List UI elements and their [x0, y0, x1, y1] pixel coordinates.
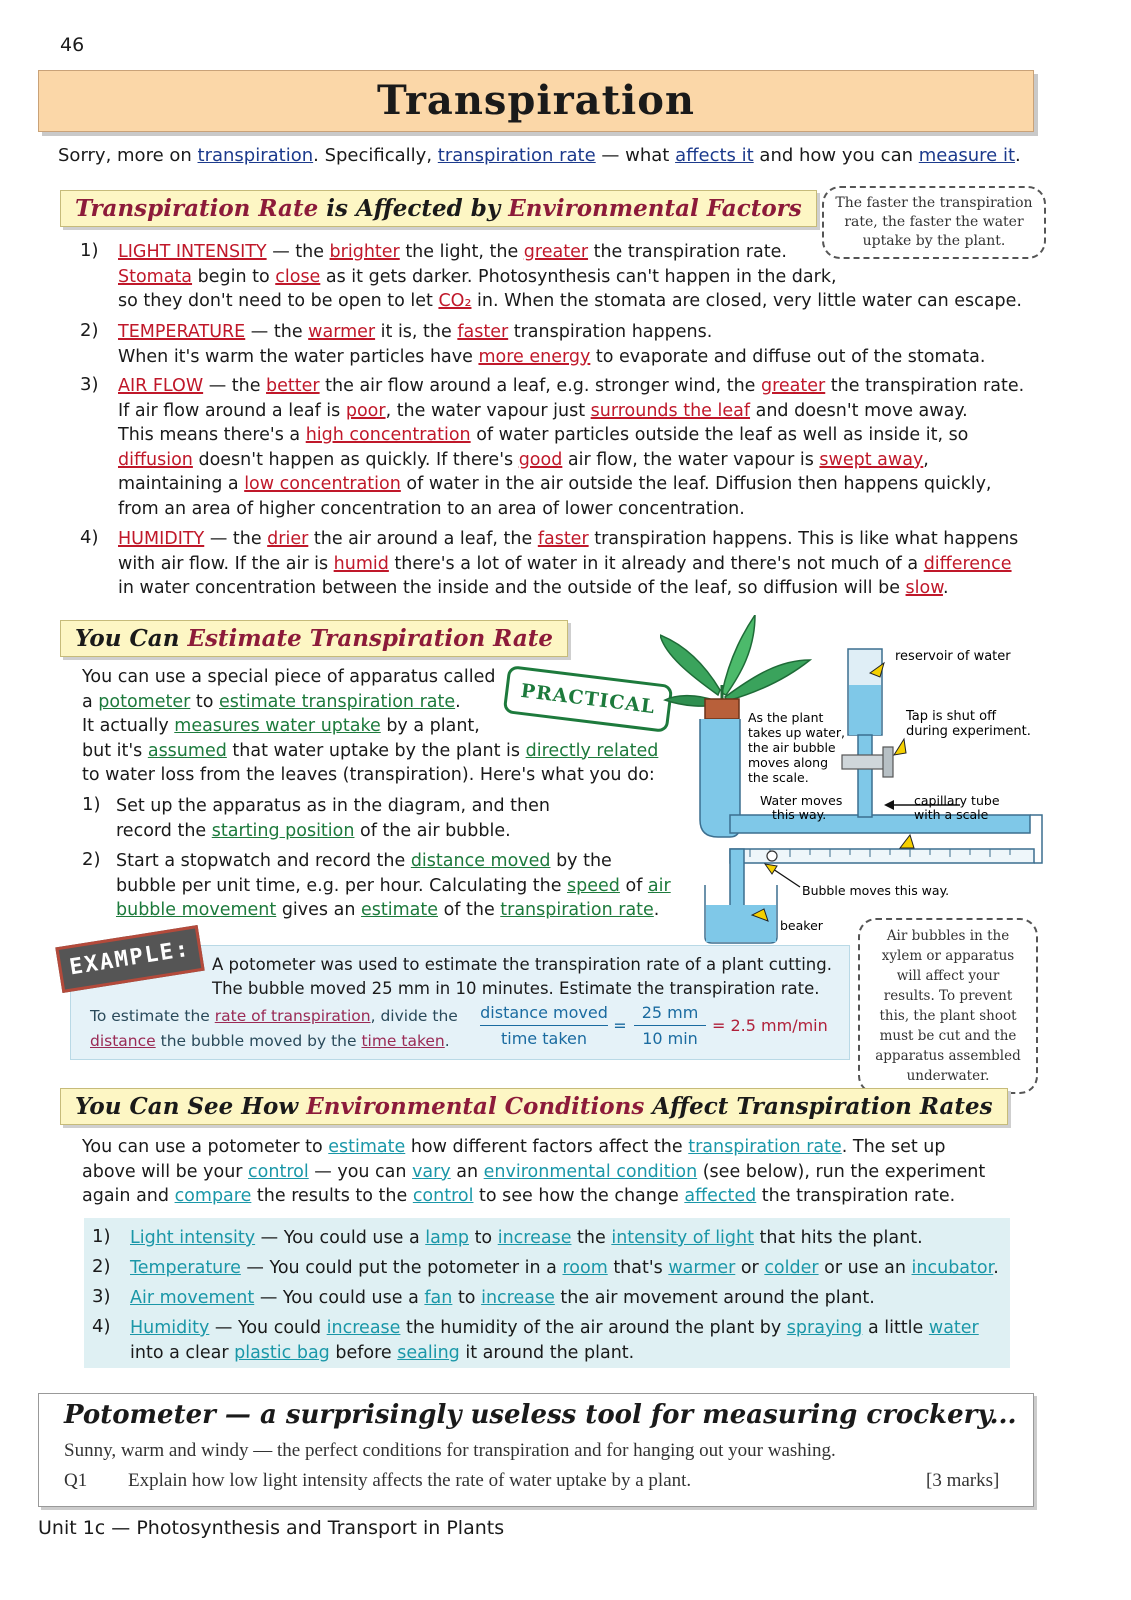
- page-number: 46: [60, 34, 85, 56]
- key-term: directly related: [525, 740, 659, 761]
- label-bubble: Bubble moves this way.: [802, 883, 950, 898]
- key-term: time taken: [361, 1032, 445, 1050]
- plant-leaves: [660, 615, 810, 706]
- label-tap-1: Tap is shut off: [906, 709, 997, 724]
- key-term: environmental condition: [483, 1161, 698, 1182]
- text-line: bubble per unit time, e.g. per hour. Calculating the speed of air: [116, 875, 671, 896]
- key-term: Temperature: [130, 1258, 241, 1278]
- text-line: diffusion doesn't happen as quickly. If there's good air flow, the water vapour is swept away,: [118, 449, 929, 470]
- label-plant-5: the scale.: [748, 770, 809, 785]
- rubber-bung: [705, 699, 739, 719]
- text-line: bubble movement gives an estimate of the transpiration rate.: [116, 900, 660, 920]
- key-term: control: [248, 1161, 309, 1182]
- text-line: Start a stopwatch and record the distance moved by the: [116, 851, 612, 871]
- text-line: maintaining a low concentration of water in the air outside the leaf. Diffusion then happens quickly,: [118, 474, 992, 494]
- key-term: intensity of light: [611, 1228, 754, 1248]
- key-term: estimate: [360, 900, 438, 920]
- key-term: air: [647, 875, 671, 896]
- key-term: Stomata: [118, 266, 193, 287]
- key-term: poor: [345, 400, 386, 421]
- text-line: Light intensity — You could use a lamp to increase the intensity of light that hits the plant.: [130, 1228, 923, 1248]
- text-line: above will be your control — you can vary an environmental condition (see below), run the experiment: [82, 1161, 986, 1182]
- summary-line: Sunny, warm and windy — the perfect conditions for transpiration and for hanging out your washing.: [64, 1440, 836, 1461]
- text-line: TEMPERATURE — the warmer it is, the faster transpiration happens.: [118, 322, 713, 342]
- key-term: estimate transpiration rate: [219, 691, 456, 712]
- summary-title: Potometer — a surprisingly useless tool for measuring crockery...: [64, 1400, 1017, 1430]
- example-question: A potometer was used to estimate the transpiration rate of a plant cutting. The bubble moved 25 mm in 10 minutes. Estimate the transpiration rate.: [212, 955, 832, 998]
- text-line: so they don't need to be open to let CO₂ in. When the stomata are closed, very little water can escape.: [118, 291, 1022, 311]
- key-term: control: [412, 1186, 474, 1206]
- text-line: This means there's a high concentration of water particles outside the leaf as well as inside it, so: [118, 425, 969, 445]
- text-line: to water loss from the leaves (transpiration). Here's what you do:: [82, 765, 655, 785]
- label-tap-2: during experiment.: [906, 724, 1031, 739]
- text-line: HUMIDITY — the drier the air around a leaf, the faster transpiration happens. This is like what happens: [118, 529, 1019, 549]
- key-term: surrounds the leaf: [590, 400, 751, 421]
- key-term: brighter: [329, 242, 400, 262]
- question-label: Q1: [64, 1470, 88, 1491]
- key-term: potometer: [98, 691, 191, 712]
- key-term: fan: [424, 1288, 453, 1308]
- key-term: more energy: [478, 346, 591, 367]
- key-term: diffusion: [118, 449, 193, 470]
- note-cloud-uptake: The faster the transpiration rate, the faster the water uptake by the plant.: [822, 186, 1046, 259]
- section-heading-environmental-factors: Transpiration Rate is Affected by Environmental Factors: [60, 190, 817, 227]
- key-term: difference: [923, 553, 1012, 574]
- text-line: a potometer to estimate transpiration rate.: [82, 691, 461, 712]
- text-line: If air flow around a leaf is poor, the water vapour just surrounds the leaf and doesn't move away.: [118, 400, 968, 421]
- text-line: When it's warm the water particles have more energy to evaporate and diffuse out of the stomata.: [118, 346, 986, 367]
- link-affects: affects it: [675, 145, 754, 166]
- key-term: good: [518, 449, 563, 470]
- label-capillary-2: with a scale: [914, 807, 989, 822]
- key-term: HUMIDITY: [118, 529, 205, 549]
- key-term: high concentration: [305, 425, 471, 445]
- key-term: faster: [537, 529, 589, 549]
- pointer-capillary-icon: [900, 835, 914, 848]
- key-term: warmer: [308, 322, 376, 342]
- intro-text: Sorry, more on transpiration. Specifically, transpiration rate — what affects it and how you can measure it.: [58, 145, 1021, 166]
- key-term: spraying: [786, 1318, 863, 1338]
- key-term: assumed: [147, 740, 227, 761]
- key-term: greater: [761, 376, 826, 396]
- text-line: AIR FLOW — the better the air flow around a leaf, e.g. stronger wind, the greater the transpiration rate.: [118, 376, 1025, 396]
- text-line: but it's assumed that water uptake by the plant is directly related: [82, 740, 659, 761]
- example-tag: EXAMPLE:: [55, 925, 204, 993]
- key-term: incubator: [911, 1258, 994, 1278]
- text-line: distance the bubble moved by the time taken.: [90, 1032, 450, 1050]
- question-marks: [3 marks]: [926, 1470, 1000, 1491]
- link-transpiration-rate: transpiration rate: [437, 145, 596, 166]
- text-line: again and compare the results to the control to see how the change affected the transpiration rate.: [82, 1186, 956, 1206]
- link-transpiration: transpiration: [197, 145, 314, 166]
- key-term: drier: [267, 529, 309, 549]
- label-capillary-1: capillary tube: [914, 793, 1000, 808]
- text-line: from an area of higher concentration to an area of lower concentration.: [118, 498, 745, 519]
- key-term: increase: [497, 1228, 572, 1248]
- key-term: starting position: [211, 820, 355, 841]
- item-number: 2): [82, 849, 101, 870]
- key-term: affected: [684, 1186, 757, 1206]
- label-reservoir: reservoir of water: [895, 649, 1011, 664]
- key-term: swept away: [819, 449, 924, 470]
- item-number: 4): [92, 1316, 111, 1337]
- arrow-left-icon: [884, 800, 894, 810]
- text-line: Temperature — You could put the potometer in a room that's warmer or colder or use an incubator.: [130, 1258, 999, 1278]
- key-term: warmer: [668, 1258, 736, 1278]
- item-number: 1): [80, 240, 99, 261]
- key-term: estimate: [328, 1137, 406, 1157]
- text-line: LIGHT INTENSITY — the brighter the light, the greater the transpiration rate.: [118, 242, 787, 262]
- label-plant-2: takes up water,: [748, 725, 845, 740]
- text-line: record the starting position of the air bubble.: [116, 820, 511, 841]
- key-term: Light intensity: [130, 1228, 256, 1248]
- text-line: Humidity — You could increase the humidity of the air around the plant by spraying a little water: [130, 1318, 979, 1338]
- key-term: greater: [523, 242, 589, 262]
- text-line: Air movement — You could use a fan to increase the air movement around the plant.: [130, 1288, 875, 1308]
- key-term: measures water uptake: [174, 716, 381, 736]
- key-term: colder: [764, 1258, 819, 1278]
- equals-sign: =: [613, 1016, 627, 1035]
- key-term: transpiration rate: [688, 1137, 842, 1157]
- page-title: Transpiration: [376, 77, 696, 124]
- key-term: CO₂: [438, 291, 472, 311]
- text-line: into a clear plastic bag before sealing it around the plant.: [130, 1342, 635, 1363]
- text-line: with air flow. If the air is humid there's a lot of water in it already and there's not much of a difference: [118, 553, 1012, 574]
- key-term: transpiration rate: [500, 900, 654, 920]
- note-cloud-air-bubbles: Air bubbles in the xylem or apparatus will affect your results. To prevent this, the plant shoot must be cut and the apparatus assembled underwater.: [858, 918, 1038, 1094]
- text-line: You can use a special piece of apparatus called: [82, 667, 496, 687]
- example-result: = 2.5 mm/min: [712, 1016, 828, 1035]
- text-line: Stomata begin to close as it gets darker. Photosynthesis can't happen in the dark,: [118, 266, 837, 287]
- air-bubble: [767, 851, 777, 861]
- item-number: 2): [80, 320, 99, 341]
- item-number: 3): [92, 1286, 111, 1307]
- pointer-tap-icon: [894, 739, 906, 755]
- label-plant-4: moves along: [748, 755, 829, 770]
- item-number: 3): [80, 374, 99, 395]
- key-term: Humidity: [130, 1318, 210, 1338]
- label-plant-3: the air bubble: [748, 740, 836, 755]
- label-water-moves-1: Water moves: [760, 793, 843, 808]
- practical-stamp: PRACTICAL: [503, 665, 674, 733]
- key-term: plastic bag: [234, 1342, 330, 1363]
- unit-footer: Unit 1c — Photosynthesis and Transport in Plants: [38, 1517, 505, 1539]
- key-term: increase: [326, 1318, 401, 1338]
- tap: [842, 755, 888, 769]
- example-explanation: [90, 1004, 458, 1054]
- item-number: 2): [92, 1256, 111, 1277]
- key-term: increase: [481, 1288, 555, 1308]
- title-banner: [38, 70, 1034, 132]
- link-measure: measure it: [918, 145, 1016, 166]
- key-term: compare: [174, 1186, 252, 1206]
- section-heading-estimate: You Can Estimate Transpiration Rate: [60, 620, 568, 657]
- key-term: rate of transpiration: [214, 1007, 371, 1025]
- key-term: sealing: [397, 1342, 460, 1363]
- fraction-values: 25 mm 10 min: [634, 1003, 706, 1048]
- potometer-diagram: [660, 615, 1060, 945]
- question-text: Explain how low light intensity affects the rate of water uptake by a plant.: [128, 1470, 692, 1491]
- key-term: close: [275, 266, 321, 287]
- text-line: You can use a potometer to estimate how different factors affect the transpiration rate. The set up: [82, 1137, 946, 1157]
- key-term: low concentration: [244, 474, 401, 494]
- key-term: water: [928, 1318, 979, 1338]
- key-term: LIGHT INTENSITY: [118, 242, 267, 262]
- key-term: vary: [412, 1161, 451, 1182]
- key-term: faster: [457, 322, 509, 342]
- item-number: 1): [92, 1226, 111, 1247]
- key-term: AIR FLOW: [118, 376, 204, 396]
- key-term: distance: [90, 1032, 156, 1050]
- key-term: humid: [333, 553, 389, 574]
- key-term: distance moved: [410, 851, 551, 871]
- item-number: 4): [80, 527, 99, 548]
- key-term: Air movement: [130, 1288, 255, 1308]
- pointer-bubble-icon: [765, 864, 777, 874]
- section-heading-conditions: You Can See How Environmental Conditions Affect Transpiration Rates: [60, 1088, 1008, 1125]
- key-term: better: [266, 376, 320, 396]
- text-line: To estimate the rate of transpiration, divide the: [90, 1007, 458, 1025]
- key-term: TEMPERATURE: [118, 322, 246, 342]
- text-line: It actually measures water uptake by a plant,: [82, 716, 480, 736]
- key-term: lamp: [425, 1228, 469, 1248]
- label-water-moves-2: this way.: [772, 807, 827, 822]
- label-plant-1: As the plant: [748, 710, 824, 725]
- fraction-distance-over-time: distance moved time taken: [480, 1003, 608, 1048]
- text-line: Set up the apparatus as in the diagram, and then: [116, 796, 550, 816]
- label-beaker: beaker: [780, 918, 823, 933]
- text-line: in water concentration between the inside and the outside of the leaf, so diffusion will be slow.: [118, 578, 949, 598]
- key-term: slow: [905, 578, 943, 598]
- item-number: 1): [82, 794, 101, 815]
- key-term: bubble movement: [116, 900, 277, 920]
- key-term: speed: [567, 875, 620, 896]
- key-term: room: [562, 1258, 608, 1278]
